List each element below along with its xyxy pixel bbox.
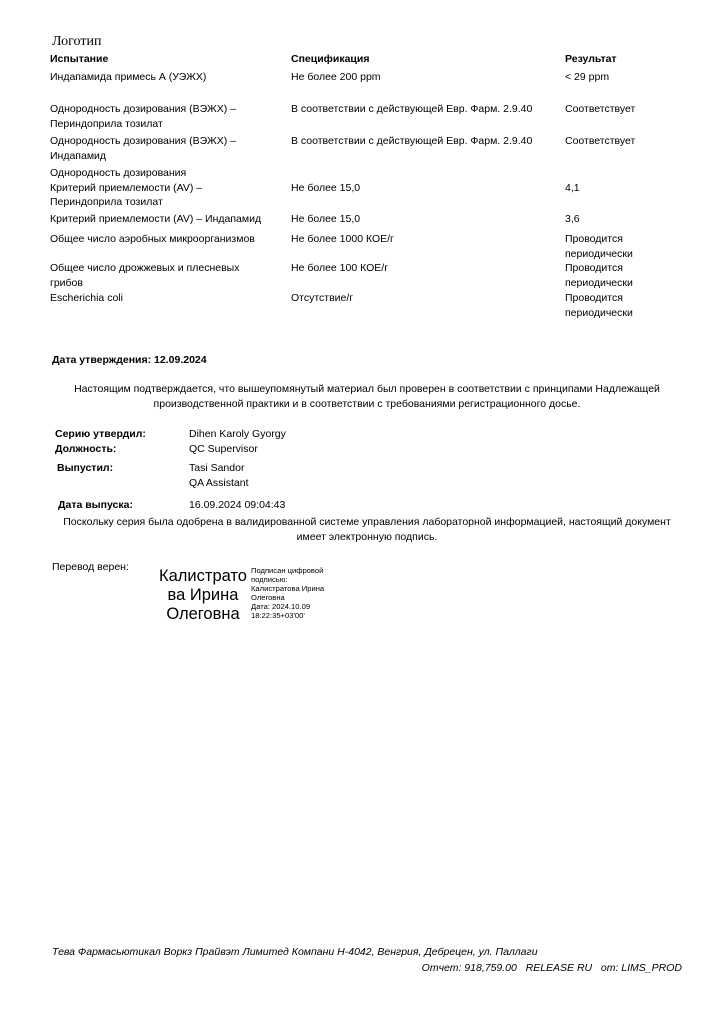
- test-cell: Однородность дозирования Критерий приемлемости (AV) – Периндоприла тозилат: [50, 167, 203, 208]
- spec-cell: В соответствии с действующей Евр. Фарм. 2.9.40: [291, 103, 533, 115]
- result-cell: 4,1: [565, 182, 580, 194]
- header-result: Результат: [565, 53, 617, 65]
- position-value: QC Supervisor: [189, 443, 258, 455]
- test-cell: Escherichia coli: [50, 292, 123, 304]
- result-cell: 3,6: [565, 213, 580, 225]
- footer-company: Тева Фармасьютикал Воркз Прайвэт Лимитед Компани Н-4042, Венгрия, Дебрецен, ул. Паллаги: [52, 946, 538, 958]
- gmp-statement: Настоящим подтверждается, что вышеупомянутый материал был проверен в соответствии с принципами Надлежащей производственной практики и в соответствии с требованиями регистрационного досье.: [74, 383, 660, 410]
- spec-cell: Не более 15,0: [291, 182, 361, 194]
- approved-by-value: Dihen Karoly Gyorgy: [189, 428, 286, 440]
- result-cell: Соответствует: [565, 135, 636, 147]
- header-test: Испытание: [50, 53, 109, 65]
- spec-cell: Не более 200 ppm: [291, 71, 381, 83]
- release-date-label: Дата выпуска:: [58, 499, 133, 511]
- released-by-position: QA Assistant: [189, 477, 249, 489]
- result-cell: < 29 ppm: [565, 71, 610, 83]
- logo-placeholder: Логотип: [52, 34, 102, 49]
- position-label: Должность:: [55, 443, 117, 455]
- released-by-value: Tasi Sandor: [189, 462, 245, 474]
- result-cell: Проводится периодически: [565, 233, 633, 260]
- translation-label: Перевод верен:: [52, 561, 129, 573]
- spec-cell: Отсутствие/г: [291, 292, 354, 304]
- result-cell: Соответствует: [565, 103, 636, 115]
- footer-report: Отчет: 918,759.00 RELEASE RU от: LIMS_PROD: [421, 962, 682, 974]
- spec-cell: Не более 15,0: [291, 213, 361, 225]
- test-cell: Однородность дозирования (ВЭЖХ) – Периндоприла тозилат: [50, 103, 237, 130]
- test-cell: Индапамида примесь А (УЭЖХ): [50, 71, 207, 83]
- spec-cell: Не более 100 КОЕ/г: [291, 262, 389, 274]
- test-cell: Общее число дрожжевых и плесневых грибов: [50, 262, 240, 289]
- result-cell: Проводится периодически: [565, 292, 633, 319]
- digital-signature-stamp: Подписан цифровой подписью: Калистратова Ирина Олеговна Дата: 2024.10.09 18:22:35+03'00': [251, 566, 325, 620]
- test-cell: Однородность дозирования (ВЭЖХ) – Индапамид: [50, 135, 237, 162]
- translator-signature-name: Калистрато ва Ирина Олеговна: [159, 567, 247, 623]
- released-by-label: Выпустил:: [57, 462, 114, 474]
- spec-cell: В соответствии с действующей Евр. Фарм. 2.9.40: [291, 135, 533, 147]
- test-cell: Общее число аэробных микроорганизмов: [50, 233, 255, 245]
- spec-cell: Не более 1000 КОЕ/г: [291, 233, 394, 245]
- test-cell: Критерий приемлемости (AV) – Индапамид: [50, 213, 262, 225]
- approved-by-label: Серию утвердил:: [55, 428, 146, 440]
- header-spec: Спецификация: [291, 53, 370, 65]
- release-date-value: 16.09.2024 09:04:43: [189, 499, 286, 511]
- electronic-signature-note: Поскольку серия была одобрена в валидированной системе управления лабораторной информацией, настоящий документ имеет электронную подпись.: [63, 516, 671, 543]
- result-cell: Проводится периодически: [565, 262, 633, 289]
- approval-date: Дата утверждения: 12.09.2024: [52, 354, 207, 366]
